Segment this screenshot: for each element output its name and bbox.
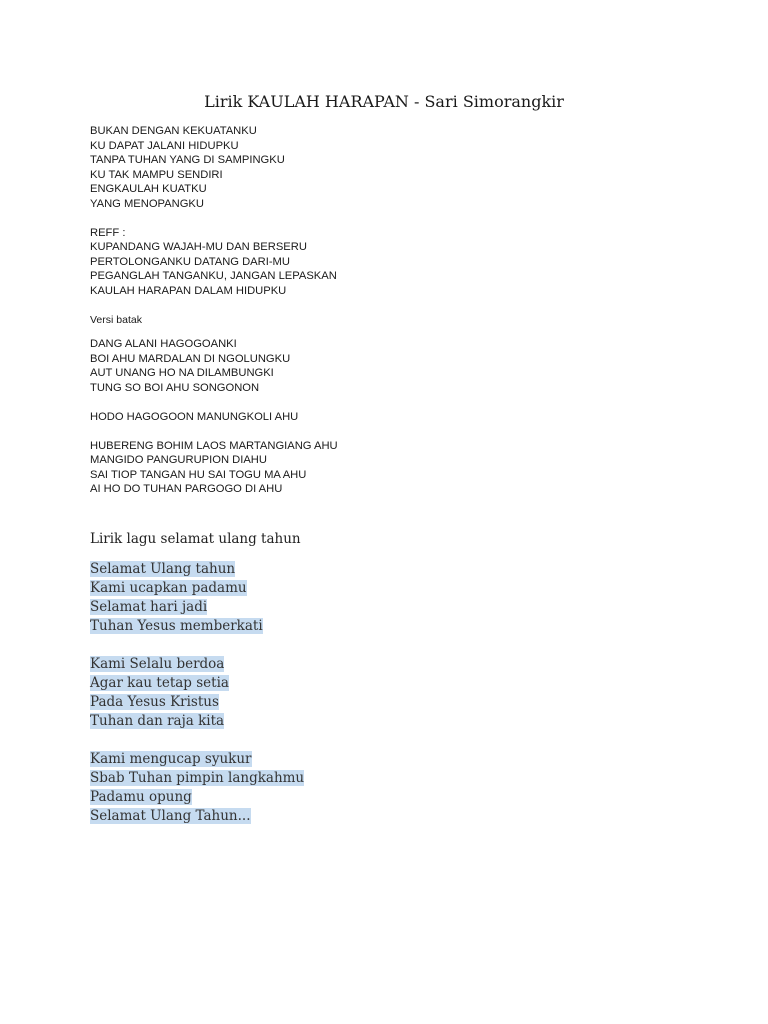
lyric-line: YANG MENOPANGKU	[90, 197, 204, 210]
lyric-text: Sbab Tuhan pimpin langkahmu	[90, 770, 305, 786]
highlighted-lyric-line	[90, 693, 304, 712]
song-stanza-1	[90, 560, 304, 636]
highlighted-lyric-line	[90, 560, 304, 579]
batak-block-3	[90, 439, 338, 497]
lyric-line: AUT UNANG HO NA DILAMBUNGKI	[90, 367, 274, 379]
lyric-line: BOI AHU MARDALAN DI NGOLUNGKU	[90, 352, 291, 365]
lyric-text: Kami mengucap syukur	[90, 751, 252, 767]
lyric-text: Tuhan dan raja kita	[90, 713, 225, 729]
lyric-line: TUNG SO BOI AHU SONGONON	[90, 381, 260, 394]
lyric-line: HODO HAGOGOON MANUNGKOLI AHU	[90, 410, 299, 423]
lyric-text: Tuhan Yesus memberkati	[90, 618, 263, 634]
lyric-text: Kami ucapkan padamu	[90, 580, 247, 596]
song-heading: Lirik lagu selamat ulang tahun	[90, 531, 301, 547]
song-stanza-2	[90, 655, 304, 731]
lyric-line: SAI TIOP TANGAN HU SAI TOGU MA AHU	[90, 468, 307, 481]
lyric-line: MANGIDO PANGURUPION DIAHU	[90, 454, 267, 466]
lyric-text: Agar kau tetap setia	[90, 675, 229, 691]
lyric-line: KU DAPAT JALANI HIDUPKU	[90, 139, 239, 152]
highlighted-lyric-line	[90, 788, 304, 807]
lyric-line: TANPA TUHAN YANG DI SAMPINGKU	[90, 154, 285, 166]
lyrics-selamat-ulang-tahun	[90, 560, 304, 845]
lyric-line: ENGKAULAH KUATKU	[90, 183, 207, 195]
lyric-line: KAULAH HARAPAN DALAM HIDUPKU	[90, 284, 287, 297]
highlighted-lyric-line	[90, 579, 304, 598]
lyric-text: Selamat Ulang tahun	[90, 561, 236, 577]
lyric-line: HUBERENG BOHIM LAOS MARTANGIANG AHU	[90, 439, 338, 452]
highlighted-lyric-line	[90, 674, 304, 693]
reff-block	[90, 226, 338, 299]
lyric-text: Selamat Ulang Tahun...	[90, 808, 251, 824]
highlighted-lyric-line	[90, 750, 304, 769]
lyric-line: KU TAK MAMPU SENDIRI	[90, 168, 223, 181]
lyric-line: PEGANGLAH TANGANKU, JANGAN LEPASKAN	[90, 270, 337, 282]
lyrics-kaulah-harapan	[90, 124, 338, 511]
song-stanza-3	[90, 750, 304, 826]
highlighted-lyric-line	[90, 617, 304, 636]
verse-block	[90, 124, 338, 211]
lyric-line: PERTOLONGANKU DATANG DARI-MU	[90, 255, 290, 268]
lyric-text: Pada Yesus Kristus	[90, 694, 219, 710]
highlighted-lyric-line	[90, 769, 304, 788]
highlighted-lyric-line	[90, 598, 304, 617]
lyric-text: Kami Selalu berdoa	[90, 656, 225, 672]
highlighted-lyric-line	[90, 655, 304, 674]
lyric-text: Padamu opung	[90, 789, 192, 805]
lyric-line: DANG ALANI HAGOGOANKI	[90, 338, 237, 350]
document-title: Lirik KAULAH HARAPAN - Sari Simorangkir	[204, 92, 564, 111]
highlighted-lyric-line	[90, 807, 304, 826]
lyric-line: BUKAN DENGAN KEKUATANKU	[90, 125, 257, 137]
lyric-line: REFF :	[90, 226, 126, 239]
lyric-line: KUPANDANG WAJAH-MU DAN BERSERU	[90, 241, 307, 253]
highlighted-lyric-line	[90, 712, 304, 731]
batak-block-1	[90, 337, 338, 395]
lyric-text: Selamat hari jadi	[90, 599, 208, 615]
versi-batak-label: Versi batak	[90, 313, 142, 326]
lyric-line: AI HO DO TUHAN PARGOGO DI AHU	[90, 483, 283, 495]
batak-block-2	[90, 410, 338, 425]
